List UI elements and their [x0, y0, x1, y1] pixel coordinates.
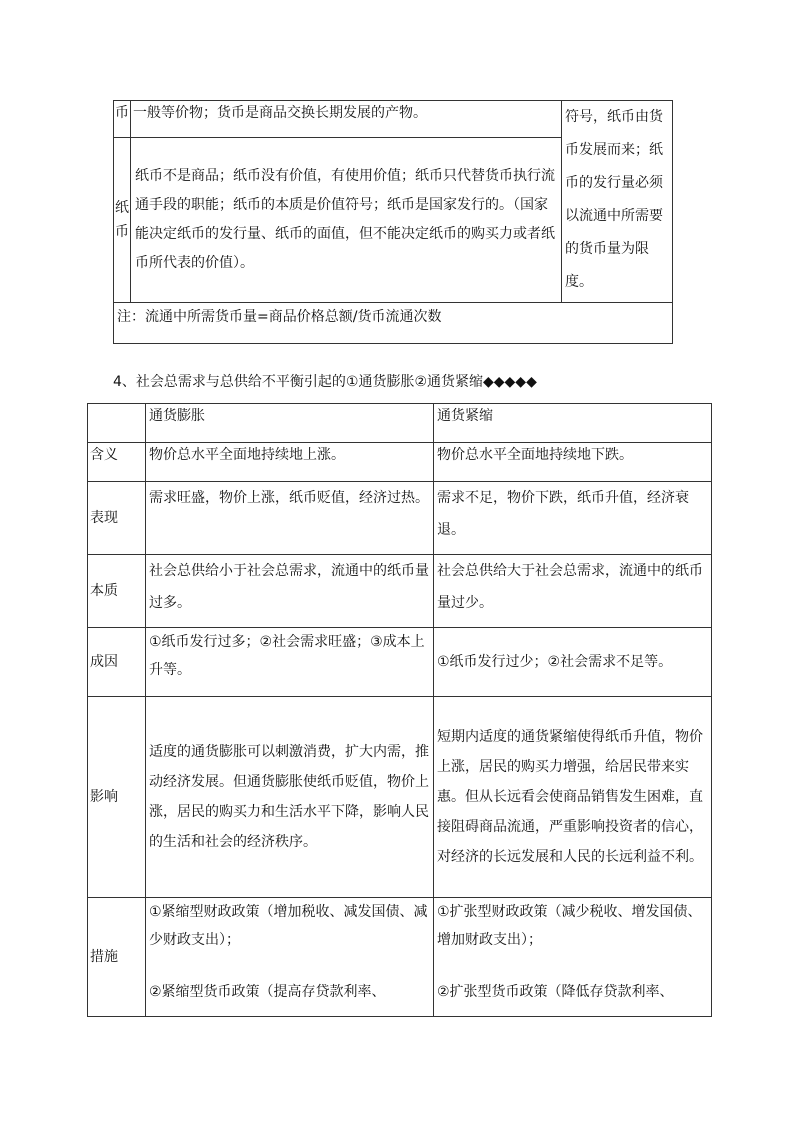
- inflation-cell: ①纸币发行过多；②社会需求旺盛；③成本上升等。: [146, 628, 434, 697]
- header-inflation: 通货膨胀: [146, 404, 434, 443]
- deflation-cell: [434, 898, 712, 1017]
- currency-definition: 一般等价物；货币是商品交换长期发展的产物。: [131, 101, 562, 138]
- inflation-cell: 社会总供给小于社会总需求，流通中的纸币量过多。: [146, 555, 434, 628]
- table-row: [88, 482, 712, 555]
- inflation-cell: 适度的通货膨胀可以刺激消费，扩大内需，推动经济发展。但通货膨胀使纸币贬值，物价上涨，居民的购买力和生活水平下降，影响人民的生活和社会的经济秩序。: [146, 697, 434, 898]
- header-empty: [88, 404, 146, 443]
- table-row: [88, 898, 712, 1017]
- inflation-cell: 需求旺盛，物价上涨，纸币贬值，经济过热。: [146, 482, 434, 555]
- header-deflation: 通货紧缩: [434, 404, 712, 443]
- measure-monetary: ②紧缩型货币政策（提高存贷款利率、: [149, 984, 386, 1000]
- section-heading: 4、社会总需求与总供给不平衡引起的①通货膨胀②通货紧缩◆◆◆◆◆: [113, 374, 537, 390]
- inflation-cell: 物价总水平全面地持续地上涨。: [146, 443, 434, 482]
- label-char-1: 纸: [115, 200, 129, 216]
- row-label: 表现: [88, 482, 146, 555]
- measure-fiscal: ①扩张型财政政策（减少税收、增发国债、增加财政支出）；: [437, 904, 702, 948]
- table-row: [88, 697, 712, 898]
- deflation-cell: 社会总供给大于社会总需求，流通中的纸币量过少。: [434, 555, 712, 628]
- row-label-currency: 币: [114, 101, 131, 138]
- money-table: [113, 100, 673, 344]
- inflation-deflation-table: [87, 403, 712, 1017]
- row-label-paper-money: [114, 138, 131, 303]
- deflation-cell: 需求不足，物价下跌，纸币升值，经济衰退。: [434, 482, 712, 555]
- table-header-row: [88, 404, 712, 443]
- table-row: [88, 443, 712, 482]
- row-label: 影响: [88, 697, 146, 898]
- row-label: 含义: [88, 443, 146, 482]
- deflation-cell: 短期内适度的通货紧缩使得纸币升值，物价上涨，居民的购买力增强，给居民带来实惠。但从长远看会使商品销售发生困难，直接阻碍商品流通，严重影响投资者的信心，对经济的长远发展和人民的长远利益不利。: [434, 697, 712, 898]
- deflation-cell: 物价总水平全面地持续地下跌。: [434, 443, 712, 482]
- deflation-cell: ①纸币发行过少；②社会需求不足等。: [434, 628, 712, 697]
- measure-fiscal: ①紧缩型财政政策（增加税收、减发国债、减少财政支出）；: [149, 904, 428, 948]
- inflation-cell: [146, 898, 434, 1017]
- side-note: 符号，纸币由货币发展而来；纸币的发行量必须以流通中所需要的货币量为限度。: [562, 101, 673, 303]
- formula-note: 注：流通中所需货币量=商品价格总额/货币流通次数: [114, 303, 673, 344]
- paper-money-description: 纸币不是商品；纸币没有价值，有使用价值；纸币只代替货币执行流通手段的职能；纸币的本质是价值符号；纸币是国家发行的。（国家能决定纸币的发行量、纸币的面值，但不能决定纸币的购买力或者纸币所代表的价值）。: [131, 138, 562, 303]
- measure-monetary: ②扩张型货币政策（降低存贷款利率、: [437, 984, 674, 1000]
- row-label: 成因: [88, 628, 146, 697]
- table-row: [88, 555, 712, 628]
- label-char-2: 币: [115, 224, 129, 240]
- row-label: 本质: [88, 555, 146, 628]
- table-row: [88, 628, 712, 697]
- row-label: 措施: [88, 898, 146, 1017]
